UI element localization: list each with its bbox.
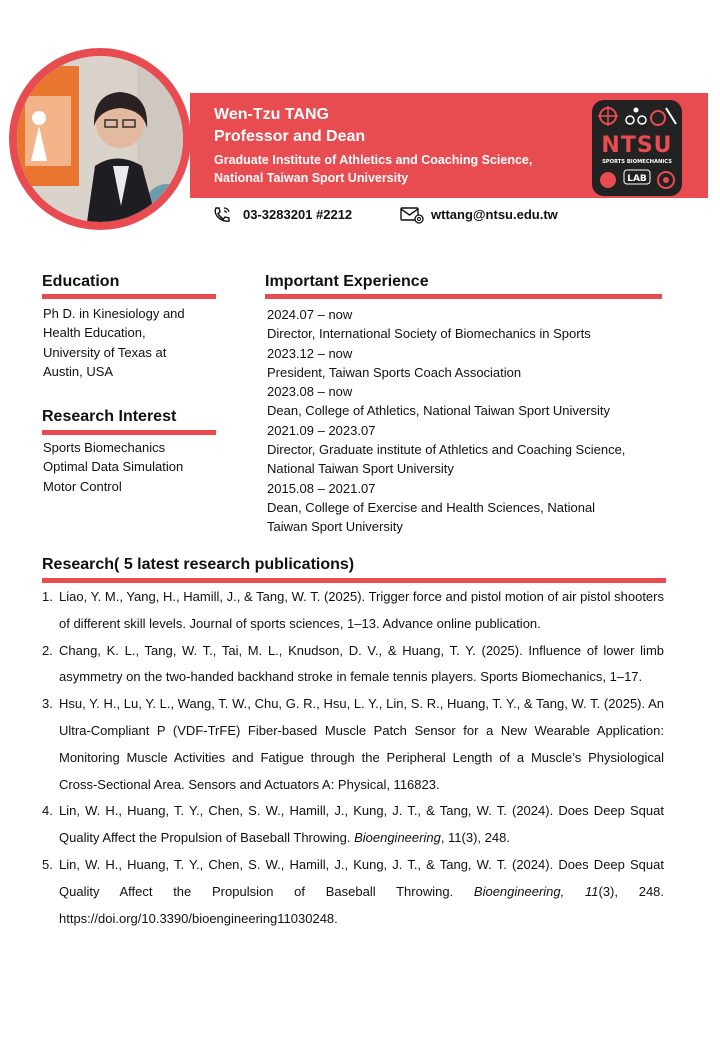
publication-text: Lin, W. H., Huang, T. Y., Chen, S. W., Hamill, J., Kung, J. T., & Tang, W. T. (2024). Does Deep Squat Quality Affect the Propulsion of Baseball Throwing.: [59, 856, 664, 899]
person-title: Professor and Dean: [214, 128, 366, 145]
publication-text: Lin, W. H., Huang, T. Y., Chen, S. W., Hamill, J., Kung, J. T., & Tang, W. T. (2024). Does Deep Squat Quality Affect the Propulsion of Baseball Throwing.: [59, 803, 664, 846]
experience-line: 2023.08 – now: [267, 384, 353, 400]
experience-line: Director, Graduate institute of Athletics and Coaching Science,: [267, 442, 626, 458]
interest-item: Motor Control: [43, 478, 122, 494]
publication-item: [42, 691, 664, 798]
publication-item: [42, 798, 664, 852]
research-rule: [42, 578, 666, 583]
person-name: Wen-Tzu TANG: [214, 106, 329, 123]
experience-line: Taiwan Sport University: [267, 519, 403, 535]
institute-line-2: National Taiwan Sport University: [214, 171, 409, 185]
profile-photo: [17, 56, 183, 222]
experience-line: 2015.08 – 2021.07: [267, 480, 376, 496]
experience-line: Dean, College of Athletics, National Taiwan Sport University: [267, 403, 610, 419]
publication-number: 5.: [42, 856, 53, 872]
education-rule: [42, 294, 216, 299]
svg-text:NTSU: NTSU: [601, 133, 673, 158]
phone-icon: [212, 206, 232, 224]
phone-number: 03-3283201 #2212: [243, 207, 353, 222]
publication-journal: Bioengineering, 11: [473, 883, 599, 899]
publication-text: Liao, Y. M., Yang, H., Hamill, J., & Tang, W. T. (2025). Trigger force and pistol motion of air pistol shooters of different skill levels. Journal of sports sciences, 1–13. Advance online publication.: [59, 589, 664, 631]
experience-line: Dean, College of Exercise and Health Sciences, National: [267, 499, 596, 515]
publication-item: [42, 584, 664, 638]
publication-journal: Bioengineering: [354, 830, 441, 846]
experience-line: 2021.09 – 2023.07: [267, 422, 376, 438]
experience-line: Director, International Society of Biomechanics in Sports: [267, 326, 591, 342]
publication-text: Chang, K. L., Tang, W. T., Tai, M. L., Knudson, D. V., & Huang, T. Y. (2025). Influence of lower limb asymmetry on the two-handed backhand stroke in female tennis players. Sports Biomechanics, 1–17.: [59, 642, 664, 685]
email-icon: [400, 206, 424, 224]
research-interest-rule: [42, 430, 216, 435]
research-interest-heading: Research Interest: [42, 408, 177, 425]
education-heading: Education: [42, 273, 120, 290]
experience-text: [267, 305, 625, 537]
publication-list: [42, 584, 664, 932]
profile-photo-frame: [9, 48, 191, 230]
publication-number: 2.: [42, 642, 53, 658]
svg-text:LAB: LAB: [627, 174, 647, 184]
publication-number: 3.: [42, 696, 53, 712]
interest-item: Sports Biomechanics: [43, 440, 166, 455]
publication-item: [42, 852, 664, 932]
experience-rule: [265, 294, 662, 299]
experience-line: President, Taiwan Sports Coach Association: [267, 364, 522, 380]
publication-details: (3), 248. https://doi.org/10.3390/bioengineering11030248.: [59, 883, 665, 926]
education-line: University of Texas at: [43, 344, 167, 360]
research-heading: Research( 5 latest research publications): [42, 556, 355, 573]
svg-text:SPORTS BIOMECHANICS: SPORTS BIOMECHANICS: [602, 159, 672, 165]
education-line: Ph D. in Kinesiology and: [43, 306, 185, 321]
experience-heading: Important Experience: [265, 273, 429, 290]
experience-line: 2023.12 – now: [267, 345, 353, 361]
education-line: Health Education,: [43, 325, 146, 341]
email-address: wttang@ntsu.edu.tw: [431, 207, 558, 222]
publication-number: 1.: [42, 589, 53, 604]
education-line: Austin, USA: [43, 363, 114, 379]
lab-logo: [592, 100, 682, 196]
publication-number: 4.: [42, 803, 53, 819]
interest-item: Optimal Data Simulation: [43, 459, 184, 475]
publication-details: , 11(3), 248.: [440, 830, 510, 846]
institute-line-1: Graduate Institute of Athletics and Coaching Science,: [214, 153, 533, 167]
education-text: [43, 304, 185, 381]
publication-item: [42, 638, 664, 692]
experience-line: National Taiwan Sport University: [267, 461, 454, 477]
experience-line: 2024.07 – now: [267, 307, 353, 322]
publication-text: Hsu, Y. H., Lu, Y. L., Wang, T. W., Chu, G. R., Hsu, L. Y., Lin, S. R., Huang, T. Y., & Tang, W. T. (2025). An Ultra-Compliant P (VDF-TrFE) Fiber-based Muscle Patch Sensor for a New Wearable Application: Monitoring Muscle Activities and Fatigue through the Peripheral Length of a Muscle’s Physiological Cross-Sectional Area. Sensors and Actuators A: Physical, 116823.: [59, 696, 664, 792]
research-interest-list: [43, 438, 183, 496]
